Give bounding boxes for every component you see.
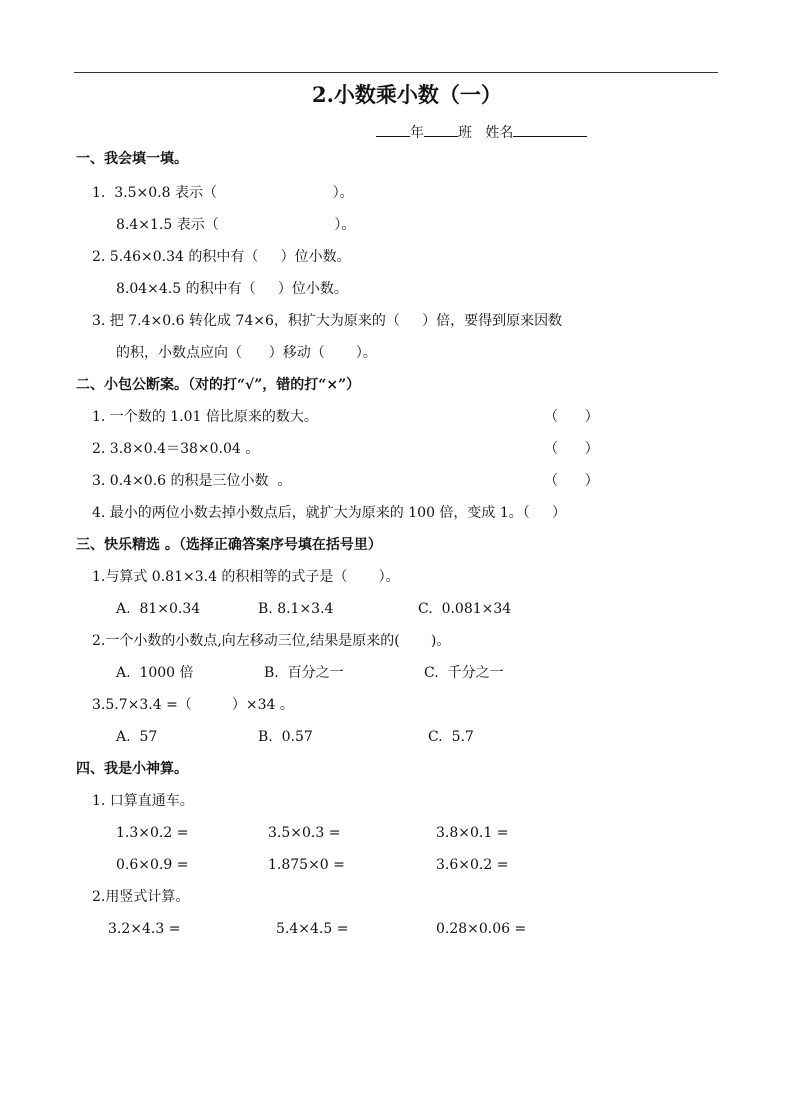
section4-heading: 四、我是小神算。 (76, 761, 188, 777)
s1-line: 3. 把 7.4×0.6 转化成 74×6，积扩大为原来的（ ）倍，要得到原来因数 (92, 313, 563, 329)
s2-item-text: 1. 一个数的 1.01 倍比原来的数大。 (92, 409, 318, 425)
s3-option[interactable]: B. 百分之一 (264, 665, 344, 681)
s3-option[interactable]: B. 0.57 (258, 729, 313, 745)
s4-expression: 3.6×0.2 = (436, 857, 509, 873)
s3-option[interactable]: A. 1000 倍 (116, 665, 194, 681)
header-rule (74, 72, 718, 73)
section2-heading: 二、小包公断案。（对的打“√”，错的打“×”） (76, 377, 361, 393)
s3-option[interactable]: C. 0.081×34 (418, 601, 512, 617)
grade-label: 年 (410, 125, 424, 141)
s4-expression: 5.4×4.5 = (276, 921, 349, 937)
s1-line: 2. 5.46×0.34 的积中有（ ）位小数。 (92, 249, 351, 265)
s3-option[interactable]: A. 81×0.34 (116, 601, 201, 617)
s2-item-blank[interactable]: （ ） (544, 441, 599, 457)
s4-expression: 0.28×0.06 = (436, 921, 527, 937)
s2-item-blank[interactable]: （ ） (544, 473, 599, 489)
s2-item-text: 4. 最小的两位小数去掉小数点后，就扩大为原来的 100 倍，变成 1。（ ） (92, 505, 567, 521)
s4-expression: 3.5×0.3 = (268, 825, 341, 841)
s2-item-text: 2. 3.8×0.4＝38×0.04 。 (92, 441, 260, 457)
student-info (376, 121, 587, 142)
grade-blank[interactable] (376, 121, 410, 137)
s4-sub-heading: 1. 口算直通车。 (92, 793, 194, 809)
s4-expression: 0.6×0.9 = (116, 857, 189, 873)
s1-line: 8.4×1.5 表示（ ）。 (116, 217, 356, 233)
class-label: 班 (458, 125, 472, 141)
s1-line: 1. 3.5×0.8 表示（ ）。 (92, 185, 354, 201)
s3-option[interactable]: C. 5.7 (428, 729, 474, 745)
section3-heading: 三、快乐精选 。（选择正确答案序号填在括号里） (76, 537, 382, 553)
s2-item-text: 3. 0.4×0.6 的积是三位小数 。 (92, 473, 292, 489)
s3-option[interactable]: C. 千分之一 (424, 665, 504, 681)
s3-option[interactable]: A. 57 (116, 729, 158, 745)
s1-line: 的积，小数点应向（ ）移动（ ）。 (116, 345, 377, 361)
s3-question: 1.与算式 0.81×3.4 的积相等的式子是（ ）。 (92, 569, 400, 585)
s4-sub-heading: 2.用竖式计算。 (92, 889, 190, 905)
section1-heading: 一、我会填一填。 (76, 151, 188, 167)
class-blank[interactable] (424, 121, 458, 137)
s3-question: 2.一个小数的小数点,向左移动三位,结果是原来的( )。 (92, 633, 451, 649)
page-title: 2.小数乘小数（一） (312, 82, 502, 107)
s4-expression: 3.2×4.3 = (108, 921, 181, 937)
s4-expression: 1.875×0 = (268, 857, 345, 873)
s4-expression: 1.3×0.2 = (116, 825, 189, 841)
name-blank[interactable] (513, 121, 587, 137)
s3-option[interactable]: B. 8.1×3.4 (258, 601, 334, 617)
s4-expression: 3.8×0.1 = (436, 825, 509, 841)
s3-question: 3.5.7×3.4 =（ ）×34 。 (92, 697, 294, 713)
s1-line: 8.04×4.5 的积中有（ ）位小数。 (116, 281, 348, 297)
s2-item-blank[interactable]: （ ） (544, 409, 599, 425)
name-label: 姓名 (485, 125, 514, 141)
